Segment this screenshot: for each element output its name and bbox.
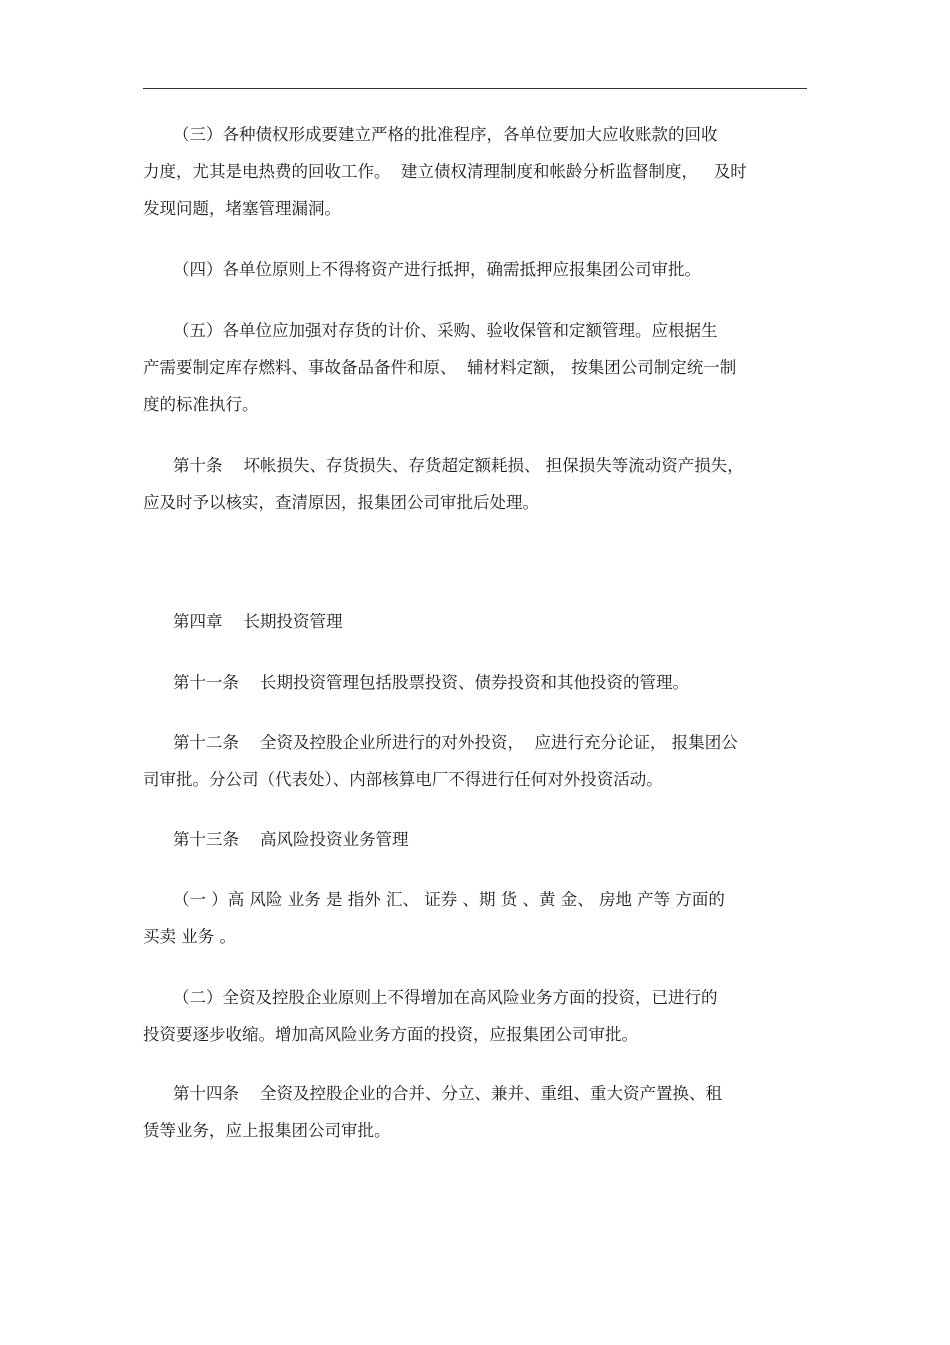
text-line: （三）各种债权形成要建立严格的批准程序，各单位要加大应收账款的回收 — [173, 125, 718, 144]
text-line: 发现问题，堵塞管理漏洞。 — [143, 199, 341, 218]
text-line: 第十二条 全资及控股企业所进行的对外投资， 应进行充分论证， 报集团公 — [173, 733, 738, 752]
header-rule — [143, 88, 807, 89]
text-line: （二）全资及控股企业原则上不得增加在高风险业务方面的投资，已进行的 — [173, 988, 718, 1007]
text-line: 买卖 业务 。 — [143, 927, 236, 946]
text-line: 第十三条 高风险投资业务管理 — [173, 830, 409, 849]
chapter-title: 第四章 长期投资管理 — [173, 612, 343, 631]
text-line: 力度，尤其是电热费的回收工作。 建立债权清理制度和帐龄分析监督制度， 及时 — [143, 162, 747, 181]
text-line: （四）各单位原则上不得将资产进行抵押，确需抵押应报集团公司审批。 — [173, 260, 701, 279]
text-line: （五）各单位应加强对存货的计价、采购、验收保管和定额管理。应根据生 — [173, 321, 718, 340]
text-line: 产需要制定库存燃料、事故备品备件和原、 辅材料定额， 按集团公司制定统一制 — [143, 358, 737, 377]
text-line: 应及时予以核实，查清原因，报集团公司审批后处理。 — [143, 493, 539, 512]
text-line: 第十四条 全资及控股企业的合并、分立、兼并、重组、重大资产置换、租 — [173, 1084, 722, 1103]
text-line: 投资要逐步收缩。增加高风险业务方面的投资，应报集团公司审批。 — [143, 1025, 638, 1044]
text-line: （一 ）高 风险 业务 是 指外 汇、 证券 、期 货 、黄 金、 房地 产等 方面的 — [173, 890, 725, 909]
text-line: 度的标准执行。 — [143, 395, 259, 414]
text-line: 赁等业务，应上报集团公司审批。 — [143, 1121, 391, 1140]
text-line: 司审批。分公司（代表处）、内部核算电厂不得进行任何对外投资活动。 — [143, 770, 663, 789]
text-line: 第十一条 长期投资管理包括股票投资、债券投资和其他投资的管理。 — [173, 673, 689, 692]
text-line: 第十条 坏帐损失、存货损失、存货超定额耗损、 担保损失等流动资产损失， — [173, 456, 744, 475]
